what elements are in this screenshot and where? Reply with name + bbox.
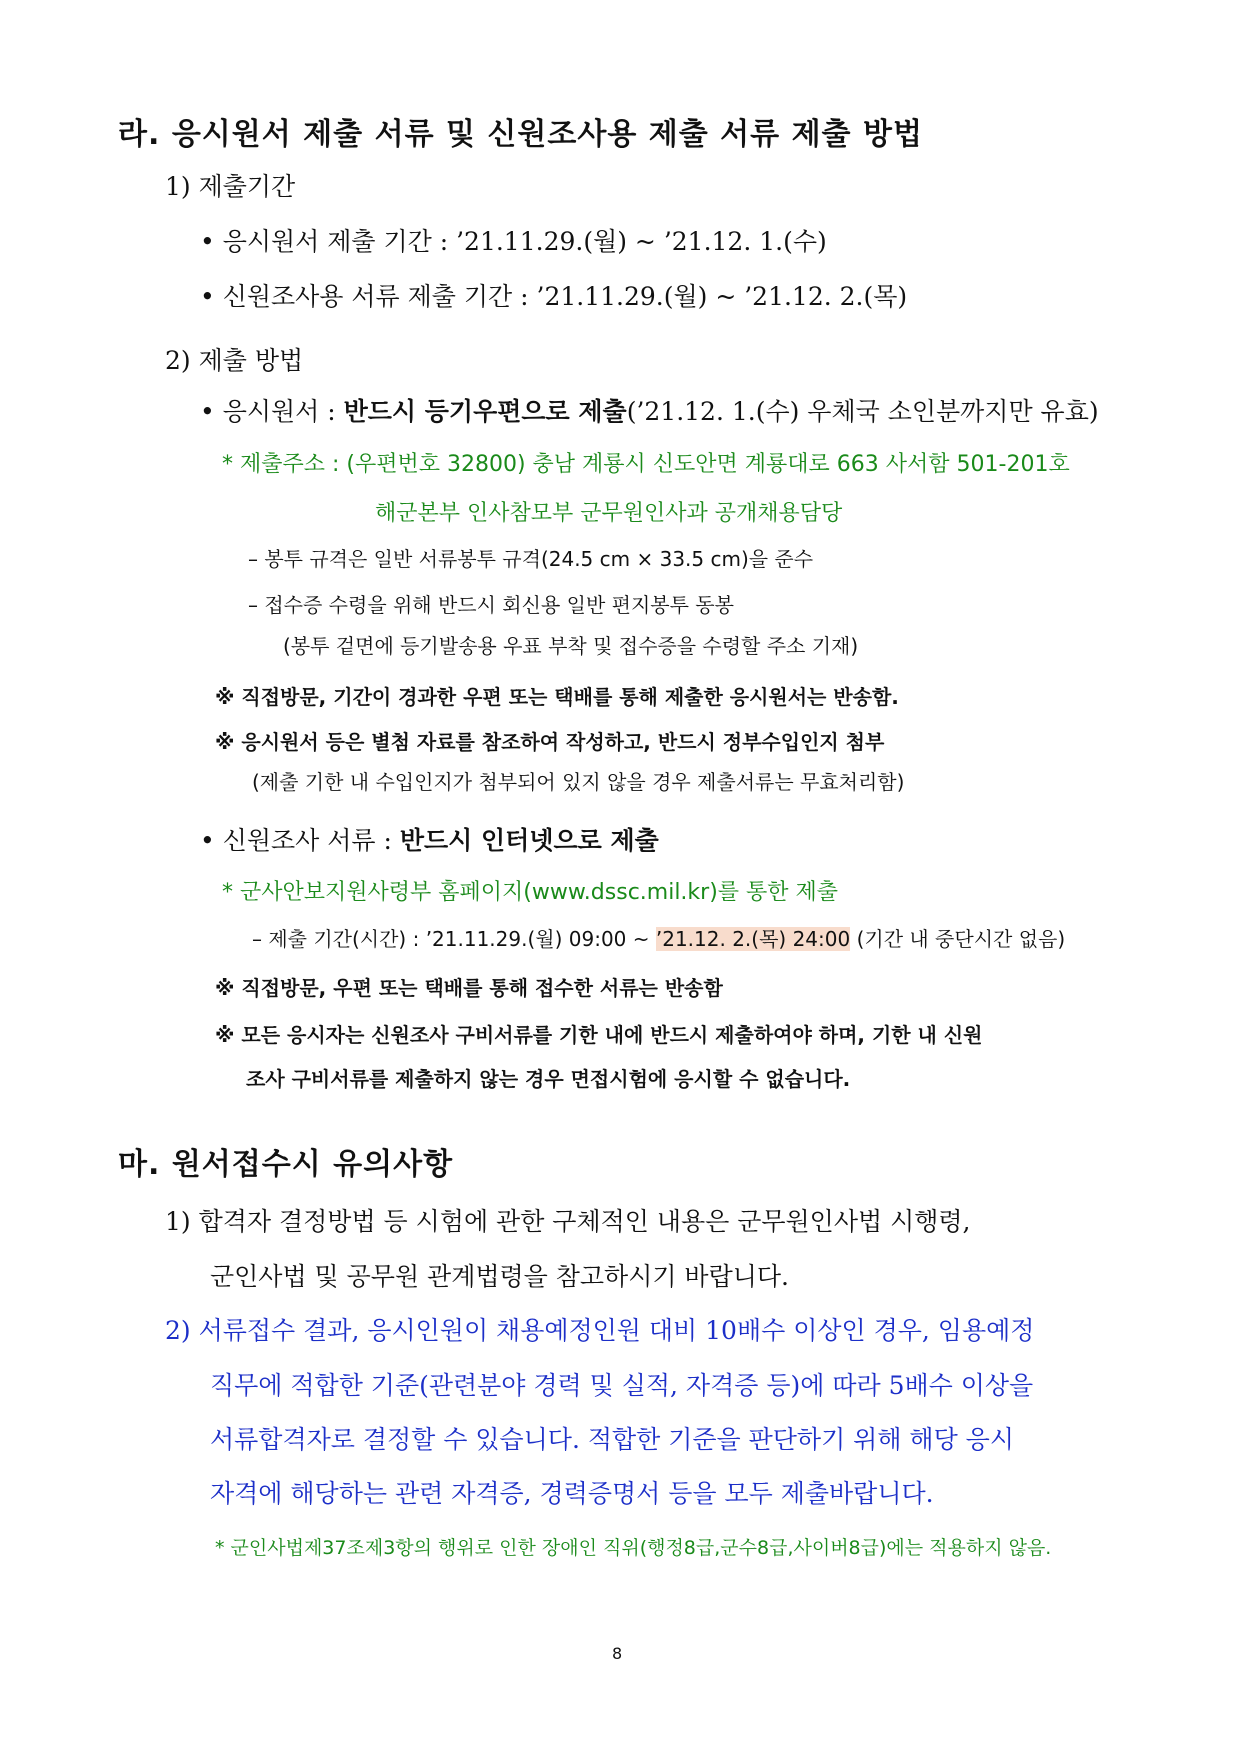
application-method-bold: 반드시 등기우편으로 제출 xyxy=(343,397,627,426)
note-background-return: ※ 직접방문, 우편 또는 택배를 통해 접수한 서류는 반송함 xyxy=(215,976,723,1000)
background-period-deadline-highlight: ’21.12. 2.(목) 24:00 xyxy=(655,927,851,951)
return-envelope-line: – 접수증 수령을 위해 반드시 회신용 일반 편지봉투 동봉 xyxy=(248,593,734,617)
notice-item2-line4: 자격에 해당하는 관련 자격증, 경력증명서 등을 모두 제출바랍니다. xyxy=(210,1479,934,1508)
application-method-suffix: (’21.12. 1.(수) 우체국 소인분까지만 유효) xyxy=(626,397,1099,426)
submission-address-line2: 해군본부 인사참모부 군무원인사과 공개채용담당 xyxy=(375,501,843,526)
background-period-prefix: – 제출 기간(시간) : ’21.11.29.(월) 09:00 ~ xyxy=(252,927,656,951)
section-heading-ra: 라. 응시원서 제출 서류 및 신원조사용 제출 서류 제출 방법 xyxy=(118,117,923,152)
method-label: 2) 제출 방법 xyxy=(165,346,304,375)
background-period-line xyxy=(252,928,1065,951)
background-method-prefix: • 신원조사 서류 : xyxy=(200,826,400,855)
return-envelope-subline: (봉투 겉면에 등기발송용 우표 부착 및 접수증을 수령할 주소 기재) xyxy=(283,634,859,658)
application-method-prefix: • 응시원서 : xyxy=(200,397,344,426)
period-item-background: • 신원조사용 서류 제출 기간 : ’21.11.29.(월) ~ ’21.12. 2.(목) xyxy=(200,282,908,311)
note-mandatory-submission-line2: 조사 구비서류를 제출하지 않는 경우 면접시험에 응시할 수 없습니다. xyxy=(246,1067,851,1091)
envelope-spec-line: – 봉투 규격은 일반 서류봉투 규격(24.5 cm × 33.5 cm)을 준수 xyxy=(248,547,814,571)
background-method-bold: 반드시 인터넷으로 제출 xyxy=(399,826,659,855)
note-revenue-stamp-subline: (제출 기한 내 수입인지가 첨부되어 있지 않을 경우 제출서류는 무효처리함) xyxy=(252,770,905,794)
footnote-disabled-positions: * 군인사법제37조제3항의 행위로 인한 장애인 직위(행정8급,군수8급,사이버8급)에는 적용하지 않음. xyxy=(215,1537,1052,1559)
submission-address-line1: * 제출주소 : (우편번호 32800) 충남 계룡시 신도안면 계룡대로 663 사서함 501-201호 xyxy=(222,452,1070,477)
period-item-application: • 응시원서 제출 기간 : ’21.11.29.(월) ~ ’21.12. 1.(수) xyxy=(200,227,827,256)
notice-item2-line3: 서류합격자로 결정할 수 있습니다. 적합한 기준을 판단하기 위해 해당 응시 xyxy=(210,1425,1014,1454)
notice-item1-line2: 군인사법 및 공무원 관계법령을 참고하시기 바랍니다. xyxy=(210,1262,789,1291)
note-revenue-stamp: ※ 응시원서 등은 별첨 자료를 참조하여 작성하고, 반드시 정부수입인지 첨부 xyxy=(215,730,885,754)
notice-item2-line2: 직무에 적합한 기준(관련분야 경력 및 실적, 자격증 등)에 따라 5배수 이상을 xyxy=(210,1371,1034,1400)
background-website-line: * 군사안보지원사령부 홈페이지(www.dssc.mil.kr)를 통한 제출 xyxy=(222,880,839,905)
background-method-line xyxy=(200,827,659,856)
notice-item1-line1: 1) 합격자 결정방법 등 시험에 관한 구체적인 내용은 군무원인사법 시행령, xyxy=(165,1207,971,1236)
page-number: 8 xyxy=(612,1644,623,1663)
notice-item2-line1: 2) 서류접수 결과, 응시인원이 채용예정인원 대비 10배수 이상인 경우, 임용예정 xyxy=(165,1316,1035,1345)
note-visit-return: ※ 직접방문, 기간이 경과한 우편 또는 택배를 통해 제출한 응시원서는 반송함. xyxy=(215,685,899,709)
application-method-line xyxy=(200,398,1099,427)
section-heading-ma: 마. 원서접수시 유의사항 xyxy=(118,1147,454,1182)
note-mandatory-submission-line1: ※ 모든 응시자는 신원조사 구비서류를 기한 내에 반드시 제출하여야 하며, 기한 내 신원 xyxy=(215,1023,983,1047)
background-period-suffix: (기간 내 중단시간 없음) xyxy=(850,927,1066,951)
period-label: 1) 제출기간 xyxy=(165,172,296,201)
